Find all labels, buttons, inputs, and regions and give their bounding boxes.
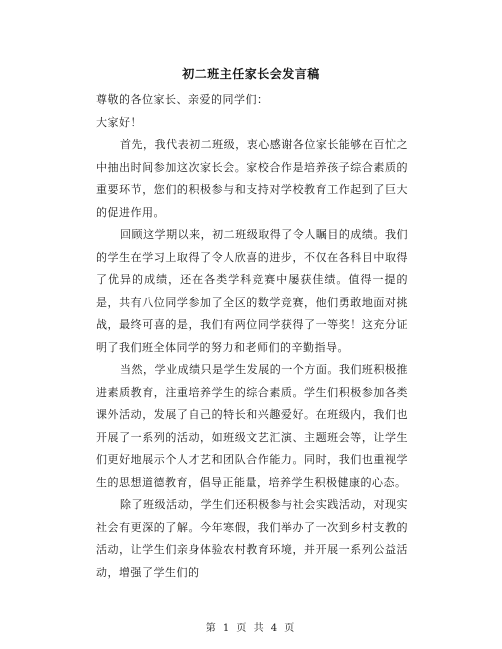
document-title: 初二班主任家长会发言稿 [182, 67, 320, 81]
paragraph-social-practice: 除了班级活动，学生们还积极参与社会实践活动，对现实社会有更深的了解。今年寒假，我们举办了一次到乡村支教的活动，让学生们亲身体验农村教育环境，并开展一系列公益活动，增强了学生们的 [96, 498, 408, 579]
document-body [96, 89, 408, 584]
paragraph-thanks: 首先，我代表初二班级，衷心感谢各位家长能够在百忙之中抽出时间参加这次家长会。家校合作是培养孩子综合素质的重要环节，您们的积极参与和支持对学校教育工作起到了巨大的促进作用。 [96, 138, 408, 219]
greeting: 大家好！ [96, 115, 142, 129]
salutation: 尊敬的各位家长、亲爱的同学们： [96, 93, 269, 106]
paragraph-achievements: 回顾这学期以来，初二班级取得了令人瞩目的成绩。我们的学生在学习上取得了令人欣喜的进步，不仅在各科目中取得了优异的成绩，还在各类学科竞赛中屡获佳绩。值得一提的是，共有八位同学参加了全区的数学竞赛，他们勇敢地面对挑战，最终可喜的是，我们有两位同学获得了一等奖！这充分证明了我们班全体同学的努力和老师们的辛勤指导。 [96, 228, 408, 354]
paragraph-quality-education: 当然，学业成绩只是学生发展的一个方面。我们班积极推进素质教育，注重培养学生的综合素质。学生们积极参加各类课外活动，发展了自己的特长和兴趣爱好。在班级内，我们也开展了一系列的活动，如班级文艺汇演、主题班会等，让学生们更好地展示个人才艺和团队合作能力。同时，我们也重视学生的思想道德教育，倡导正能量，培养学生积极健康的心态。 [96, 363, 408, 489]
page-number-footer: 第 1 页 共 4 页 [205, 623, 297, 634]
